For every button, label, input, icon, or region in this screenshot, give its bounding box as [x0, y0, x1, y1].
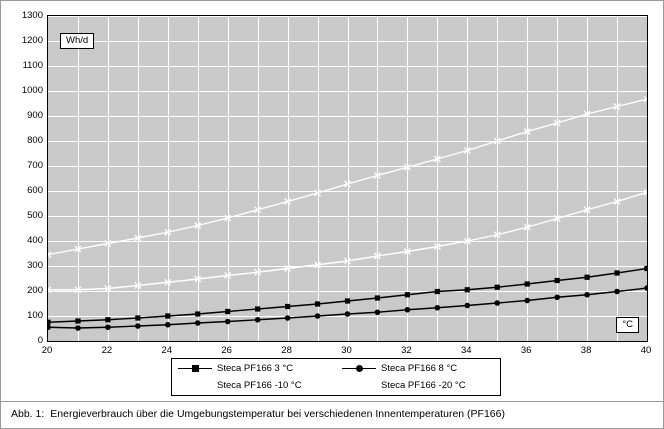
data-point [285, 304, 290, 309]
y-tick-label: 1200 [21, 35, 43, 46]
data-point [165, 322, 171, 328]
data-point [435, 305, 441, 311]
data-point [315, 313, 321, 319]
data-point [405, 292, 410, 297]
x-tick-label: 26 [221, 345, 232, 356]
data-point [644, 285, 647, 291]
data-point [525, 281, 530, 286]
chart-area [9, 7, 657, 356]
legend-item [336, 360, 500, 377]
data-point [165, 313, 170, 318]
legend-swatch-icon [342, 364, 376, 374]
data-point [225, 319, 231, 325]
y-tick-label: 500 [27, 210, 43, 221]
y-tick-label: 0 [37, 335, 43, 346]
data-point [195, 320, 201, 326]
data-point [614, 270, 619, 275]
x-tick-label: 34 [461, 345, 472, 356]
y-tick-label: 800 [27, 135, 43, 146]
caption-text: Energieverbrauch über die Umgebungstemperatur bei verschiedenen Innentemperaturen (PF166) [50, 408, 505, 420]
caption-label: Abb. 1: [11, 408, 45, 420]
x-tick-label: 40 [640, 345, 652, 356]
chart-legend [171, 358, 501, 396]
x-tick-label: 36 [520, 345, 532, 356]
y-tick-label: 1100 [22, 60, 43, 71]
data-point [584, 292, 590, 298]
data-point [135, 315, 140, 320]
x-tick-label: 38 [580, 345, 592, 356]
series-line [48, 288, 647, 328]
x-tick-label: 20 [41, 345, 53, 356]
y-tick-label: 300 [27, 260, 43, 271]
data-point [614, 289, 620, 295]
x-tick-label: 28 [281, 345, 292, 356]
figure-caption [11, 407, 655, 421]
data-point [75, 325, 81, 331]
data-point [375, 295, 380, 300]
series-line [48, 192, 647, 290]
legend-item [336, 377, 500, 394]
legend-label: Steca PF166 -20 °C [381, 380, 466, 391]
x-tick-label: 22 [101, 345, 113, 356]
y-tick-label: 400 [27, 235, 43, 246]
data-point [225, 309, 230, 314]
data-point [48, 320, 51, 325]
legend-item [172, 377, 336, 394]
y-tick-label: 200 [27, 285, 43, 296]
x-tick-label: 32 [401, 345, 412, 356]
legend-item [172, 360, 336, 377]
legend-label: Steca PF166 8 °C [381, 363, 458, 374]
x-tick-label: 30 [341, 345, 352, 356]
legend-swatch-icon [178, 381, 212, 391]
data-point [135, 323, 141, 329]
caption-divider [1, 401, 663, 402]
y-tick-label: 600 [27, 185, 43, 196]
data-point [465, 287, 470, 292]
data-point [644, 266, 647, 271]
data-point [465, 303, 471, 309]
data-point [315, 301, 320, 306]
data-point [555, 278, 560, 283]
data-point [435, 289, 440, 294]
data-point [405, 307, 411, 313]
data-point [75, 318, 80, 323]
data-point [48, 324, 51, 330]
y-tick-label: 1000 [21, 85, 43, 96]
series-lines [48, 16, 647, 341]
y-axis-labels [9, 7, 45, 346]
data-point [105, 317, 110, 322]
y-tick-label: 100 [27, 310, 43, 321]
x-unit-box: °C [616, 317, 639, 333]
data-point [255, 306, 260, 311]
data-point [495, 285, 500, 290]
data-point [345, 298, 350, 303]
data-point [285, 315, 291, 321]
y-tick-label: 900 [27, 110, 43, 121]
legend-label: Steca PF166 -10 °C [217, 380, 302, 391]
data-point [105, 324, 111, 330]
legend-label: Steca PF166 3 °C [217, 363, 294, 374]
data-point [195, 311, 200, 316]
legend-swatch-icon [342, 381, 376, 391]
data-point [255, 317, 261, 323]
y-tick-label: 1300 [21, 10, 43, 21]
data-point [524, 298, 530, 304]
data-point [554, 294, 560, 300]
y-unit-box: Wh/d [60, 33, 94, 49]
y-tick-label: 700 [27, 160, 43, 171]
data-point [375, 309, 381, 315]
data-point [345, 311, 351, 317]
x-tick-label: 24 [161, 345, 173, 356]
plot-region [47, 15, 648, 342]
data-point [494, 300, 500, 306]
data-point [585, 275, 590, 280]
legend-swatch-icon [178, 364, 212, 374]
